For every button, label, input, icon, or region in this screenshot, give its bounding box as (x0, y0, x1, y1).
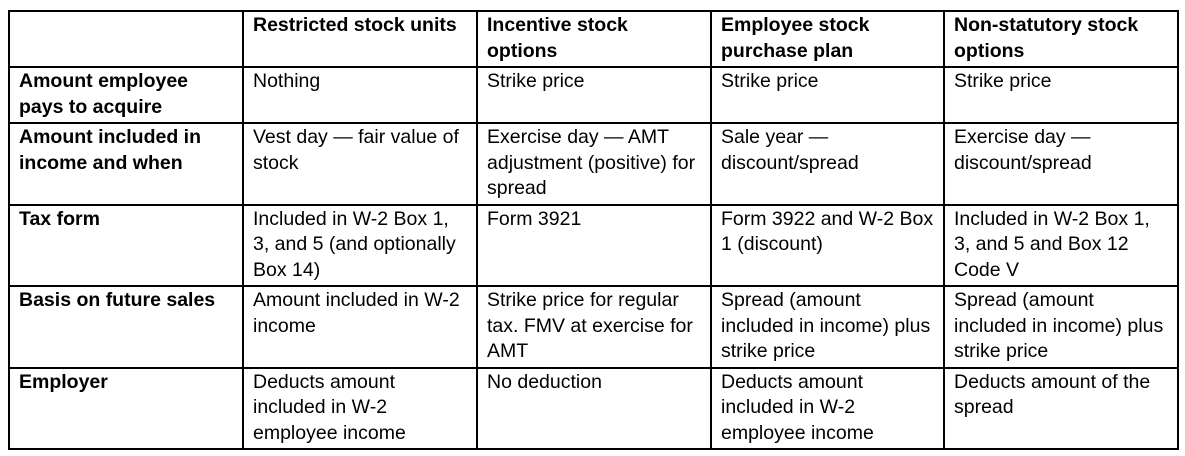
cell: Strike price for regular tax. FMV at exercise for AMT (477, 286, 711, 368)
cell: Nothing (243, 67, 477, 123)
header-row (9, 11, 1178, 67)
cell: No deduction (477, 368, 711, 450)
row-header: Amount included in income and when (9, 123, 243, 205)
cell: Included in W-2 Box 1, 3, and 5 and Box 12 Code V (944, 205, 1178, 287)
cell: Deducts amount included in W-2 employee income (711, 368, 944, 450)
cell: Vest day — fair value of stock (243, 123, 477, 205)
stock-compensation-table (8, 10, 1179, 450)
row-header: Amount employee pays to acquire (9, 67, 243, 123)
row-header: Employer (9, 368, 243, 450)
table-row-amount-paid (9, 67, 1178, 123)
cell: Strike price (711, 67, 944, 123)
column-header-employee-stock-purchase-plan: Employee stock purchase plan (711, 11, 944, 67)
row-header: Basis on future sales (9, 286, 243, 368)
cell: Strike price (477, 67, 711, 123)
cell: Spread (amount included in income) plus strike price (711, 286, 944, 368)
cell: Deducts amount of the spread (944, 368, 1178, 450)
cell: Exercise day — AMT adjustment (positive) for spread (477, 123, 711, 205)
column-header-non-statutory-stock-options: Non-statutory stock options (944, 11, 1178, 67)
cell: Form 3922 and W-2 Box 1 (discount) (711, 205, 944, 287)
cell: Amount included in W-2 income (243, 286, 477, 368)
table-row-employer (9, 368, 1178, 450)
cell: Included in W-2 Box 1, 3, and 5 (and optionally Box 14) (243, 205, 477, 287)
corner-cell (9, 11, 243, 67)
cell: Spread (amount included in income) plus strike price (944, 286, 1178, 368)
table-row-basis (9, 286, 1178, 368)
cell: Exercise day — discount/spread (944, 123, 1178, 205)
table-row-tax-form (9, 205, 1178, 287)
cell: Sale year — discount/spread (711, 123, 944, 205)
column-header-incentive-stock-options: Incentive stock options (477, 11, 711, 67)
column-header-restricted-stock-units: Restricted stock units (243, 11, 477, 67)
table-row-income-inclusion (9, 123, 1178, 205)
cell: Deducts amount included in W-2 employee income (243, 368, 477, 450)
cell: Form 3921 (477, 205, 711, 287)
cell: Strike price (944, 67, 1178, 123)
row-header: Tax form (9, 205, 243, 287)
